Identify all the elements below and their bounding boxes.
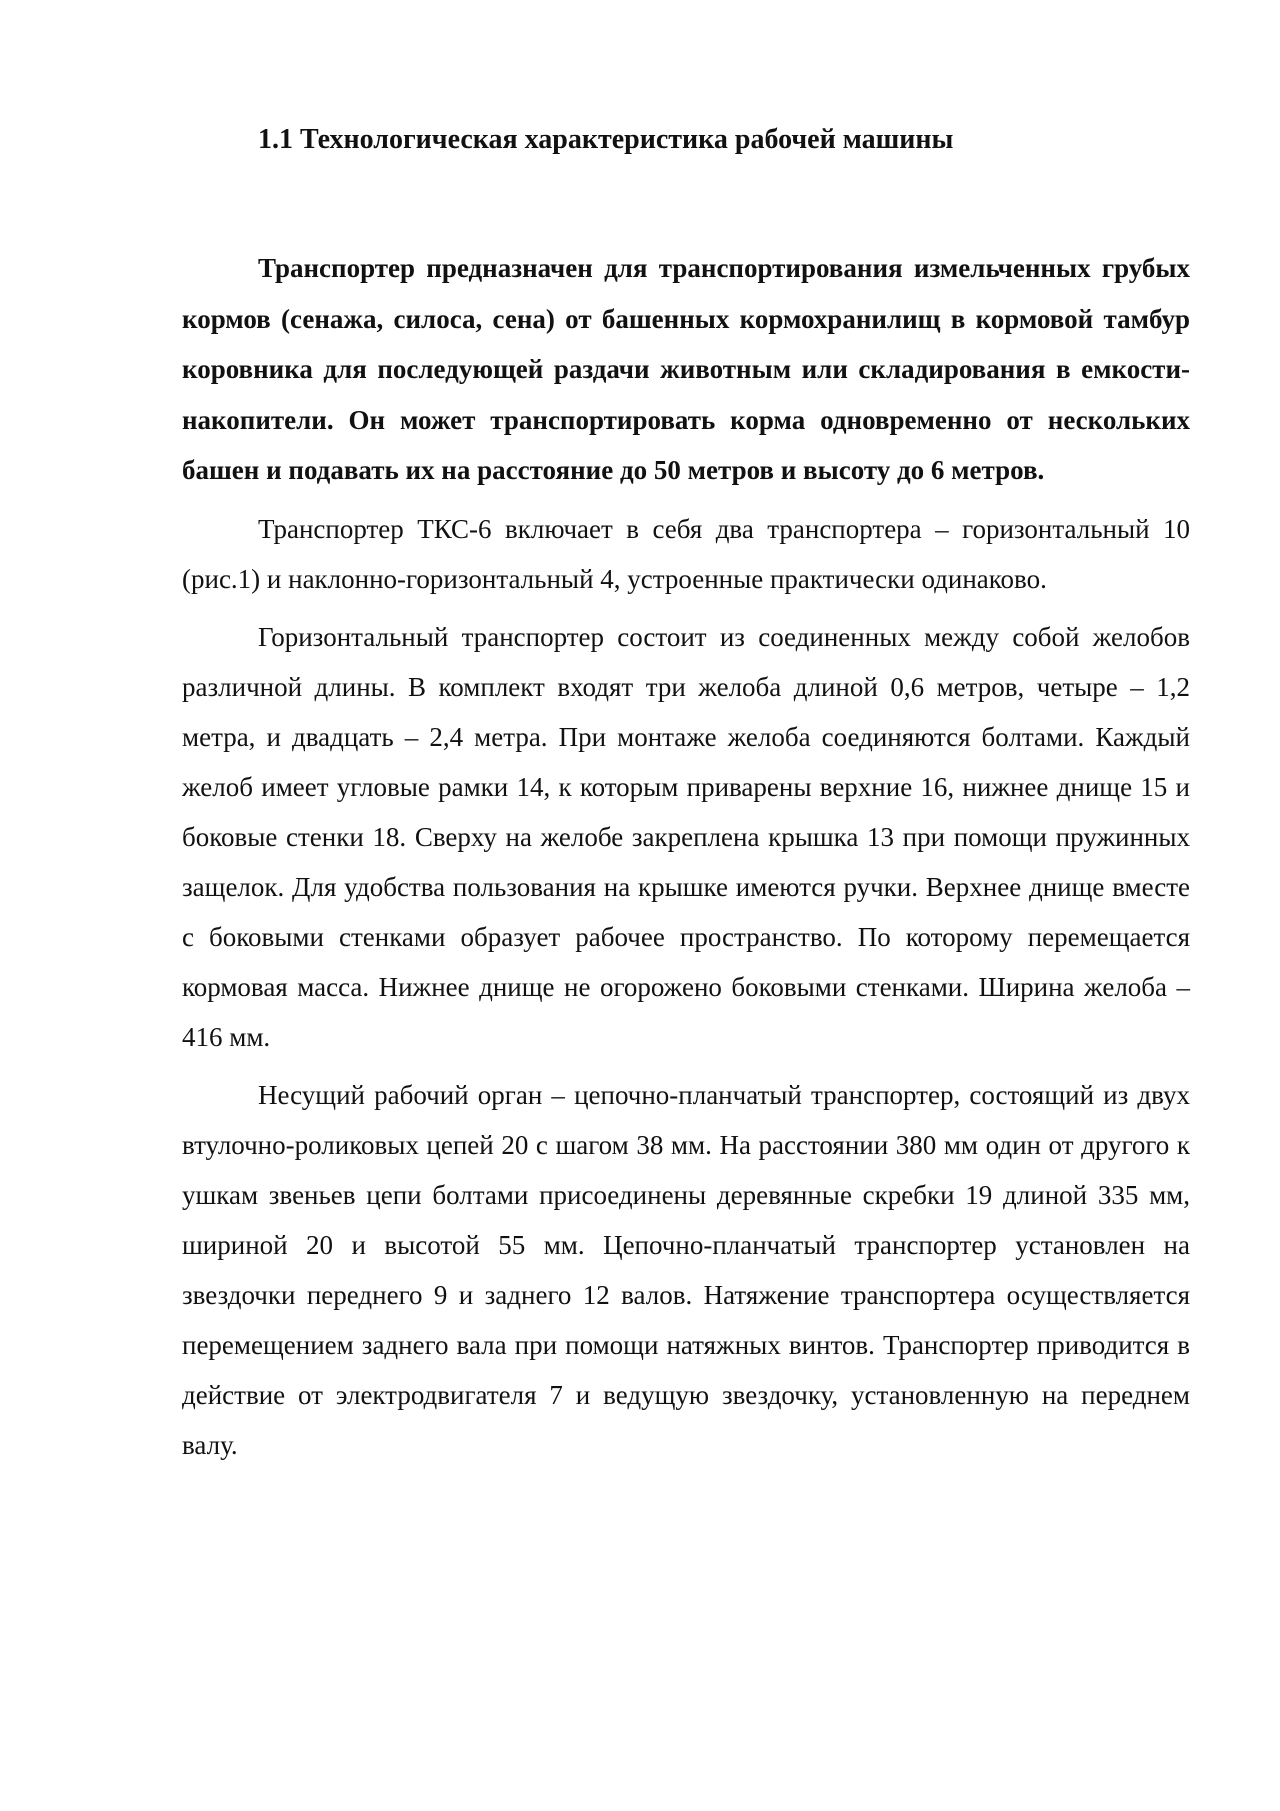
paragraph-purpose: Транспортер предназначен для транспортирования измельченных грубых кормов (сенажа, силоса, сена) от башенных кормохранилищ в кормовой тамбур коровника для последующей раздачи животным или складирования в емкости-накопители. Он может транспортировать корма одновременно от нескольких башен и подавать их на расстояние до 50 метров и высоту до 6 метров. bbox=[182, 253, 1190, 485]
section-heading: 1.1 Технологическая характеристика рабочей машины bbox=[258, 124, 954, 155]
paragraph-working-organ: Несущий рабочий орган – цепочно-планчатый транспортер, состоящий из двух втулочно-роликовых цепей 20 с шагом 38 мм. На расстоянии 380 мм один от другого к ушкам звеньев цепи болтами присоединены деревянные скребки 19 длиной 335 мм, шириной 20 и высотой 55 мм. Цепочно-планчатый транспортер установлен на звездочки переднего 9 и заднего 12 валов. Натяжение транспортера осуществляется перемещением заднего вала при помощи натяжных винтов. Транспортер приводится в действие от электродвигателя 7 и ведущую звездочку, установленную на переднем валу. bbox=[182, 1079, 1190, 1460]
paragraph-composition: Транспортер ТКС-6 включает в себя два транспортера – горизонтальный 10 (рис.1) и наклонно-горизонтальный 4, устроенные практически одинаково. bbox=[182, 513, 1190, 594]
document-body bbox=[182, 243, 1190, 1478]
paragraph-horizontal-transporter: Горизонтальный транспортер состоит из соединенных между собой желобов различной длины. В комплект входят три желоба длиной 0,6 метров, четыре – 1,2 метра, и двадцать – 2,4 метра. При монтаже желоба соединяются болтами. Каждый желоб имеет угловые рамки 14, к которым приварены верхние 16, нижнее днище 15 и боковые стенки 18. Сверху на желобе закреплена крышка 13 при помощи пружинных защелок. Для удобства пользования на крышке имеются ручки. Верхнее днище вместе с боковыми стенками образует рабочее пространство. По которому перемещается кормовая масса. Нижнее днище не огорожено боковыми стенками. Ширина желоба – 416 мм. bbox=[182, 621, 1190, 1052]
